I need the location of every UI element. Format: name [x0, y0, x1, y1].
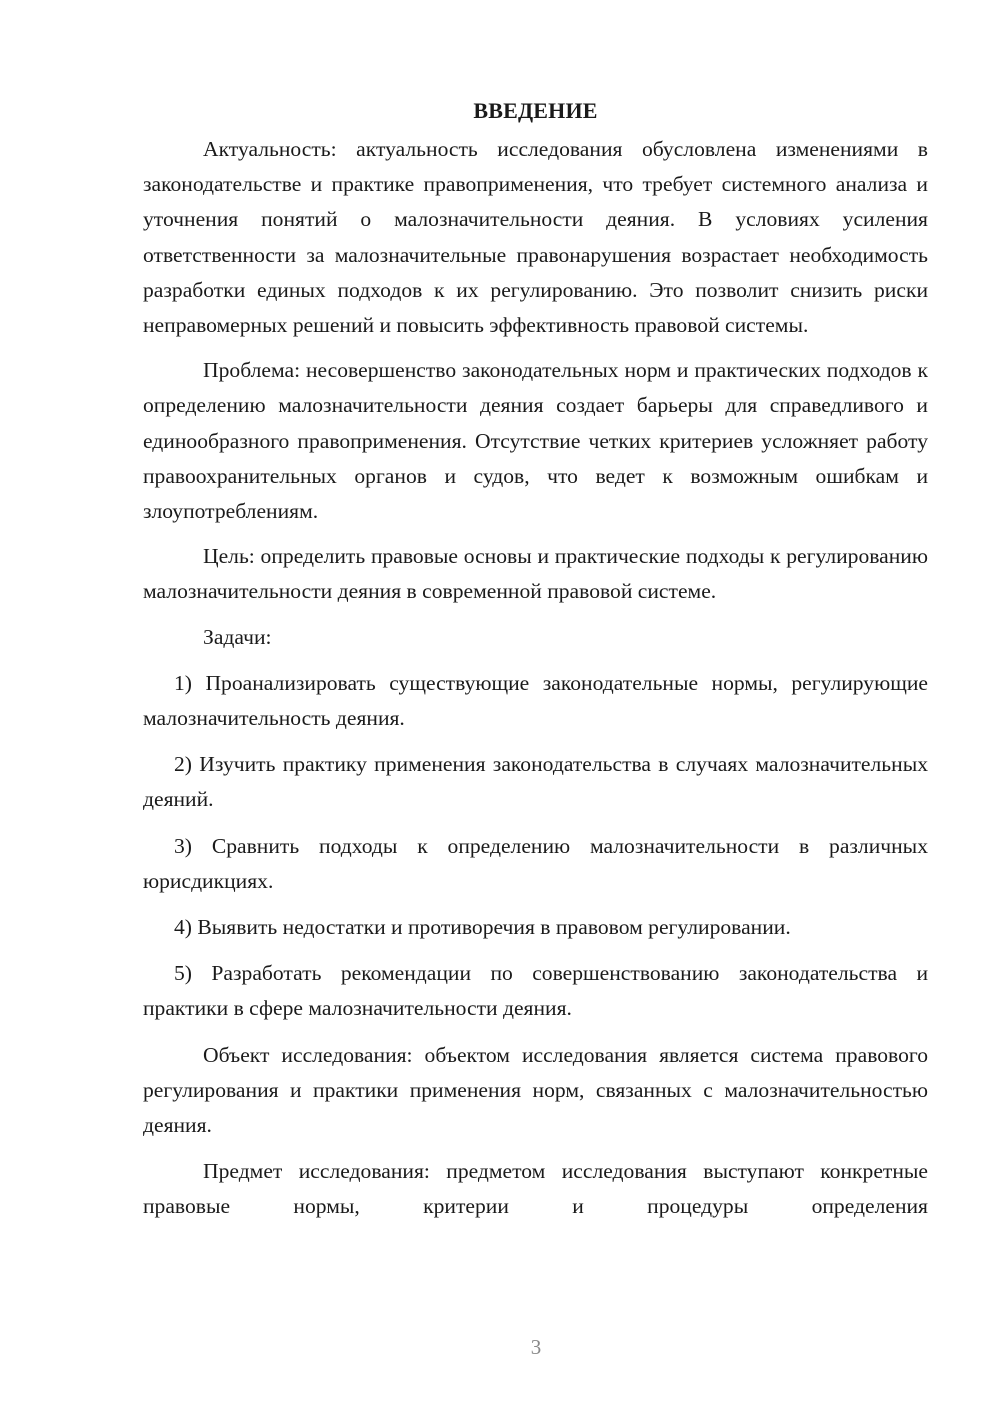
task-item-4: 4) Выявить недостатки и противоречия в правовом регулировании.	[174, 915, 791, 940]
task-item-5: 5) Разработать рекомендации по совершенствованию законодательства и практики в сфере малозначительности деяния.	[143, 961, 928, 1021]
paragraph-subject: Предмет исследования: предметом исследования выступают конкретные правовые нормы, критерии и процедуры определения	[143, 1159, 928, 1219]
task-item-3: 3) Сравнить подходы к определению малозначительности в различных юрисдикциях.	[143, 833, 928, 893]
task-item-1: 1) Проанализировать существующие законодательные нормы, регулирующие малозначительность деяния.	[143, 670, 928, 731]
page-number: 3	[530, 1335, 542, 1359]
paragraph-goal: Цель: определить правовые основы и практические подходы к регулированию малозначительности деяния в современной правовой системе.	[143, 544, 928, 604]
paragraph-problem: Проблема: несовершенство законодательных норм и практических подходов к определению малозначительности деяния создает барьеры для справедливого и единообразного правоприменения. Отсутствие четких критериев усложняет работу правоохранительных органов и судов, что ведет к возможным ошибкам и злоупотреблениям.	[143, 358, 928, 524]
paragraph-object: Объект исследования: объектом исследования является система правового регулирования и практики применения норм, связанных с малозначительностью деяния.	[143, 1042, 928, 1138]
paragraph-relevance: Актуальность: актуальность исследования обусловлена изменениями в законодательстве и практике правоприменения, что требует системного анализа и уточнения понятий о малозначительности деяния. В условиях усиления ответственности за малозначительные правонарушения возрастает необходимость разработки единых подходов к их регулированию. Это позволит снизить риски неправомерных решений и повысить эффективность правовой системы.	[143, 137, 928, 338]
paragraph-tasks-heading: Задачи:	[203, 624, 272, 649]
document-page	[143, 96, 928, 1225]
task-item-2: 2) Изучить практику применения законодательства в случаях малозначительных деяний.	[143, 752, 928, 812]
section-title: ВВЕДЕНИЕ	[473, 98, 598, 123]
